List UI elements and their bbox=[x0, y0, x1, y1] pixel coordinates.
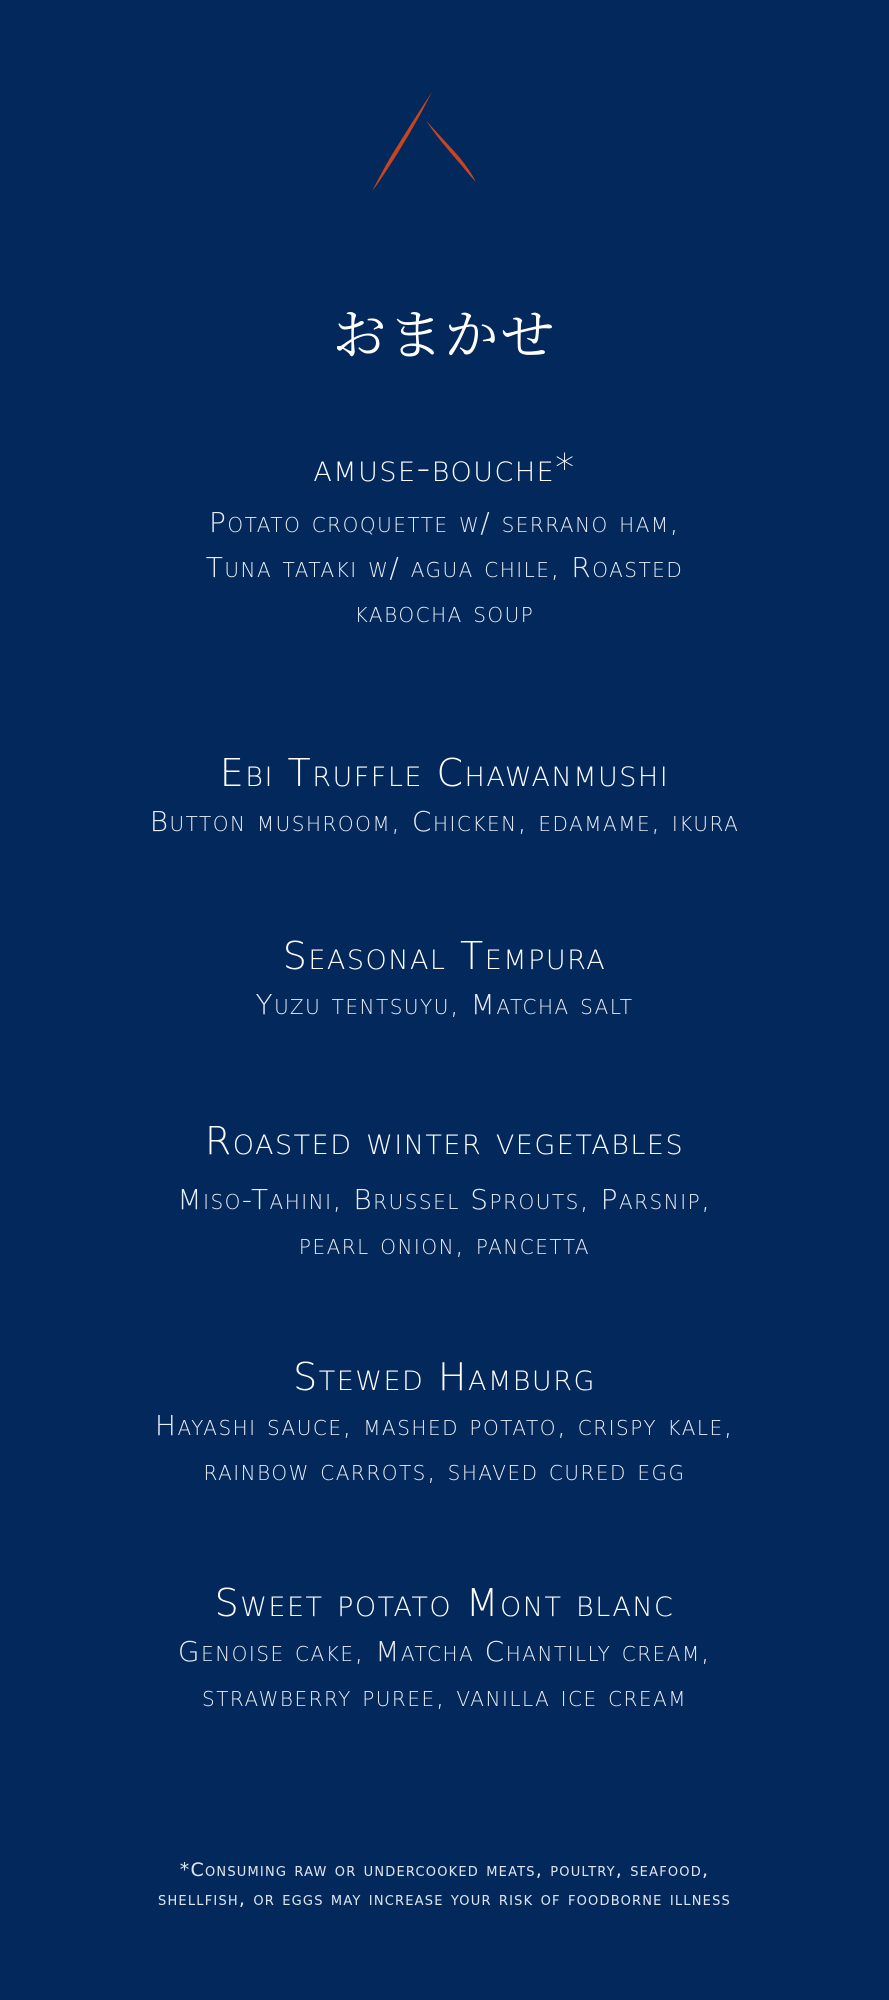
allergy-footnote bbox=[0, 1856, 889, 1914]
description-line: Genoise cake, Matcha Chantilly cream, bbox=[177, 1635, 712, 1668]
course-hamburg bbox=[0, 1353, 889, 1493]
description-line: Potato croquette w/ serrano ham, bbox=[208, 506, 681, 539]
course-amuse-bouche bbox=[0, 444, 889, 635]
footnote-line: shellfish, or eggs may increase your risk of foodborne illness bbox=[158, 1888, 731, 1910]
course-name: Seasonal Tempura bbox=[282, 934, 607, 978]
description-line: strawberry puree, vanilla ice cream bbox=[202, 1680, 687, 1713]
description-line: rainbow carrots, shaved cured egg bbox=[203, 1454, 686, 1487]
course-description bbox=[0, 799, 889, 844]
course-name: Stewed Hamburg bbox=[293, 1355, 596, 1399]
description-line: Button mushroom, Chicken, edamame, ikura bbox=[149, 805, 740, 838]
course-tempura bbox=[0, 932, 889, 1027]
description-line: Tuna tataki w/ agua chile, Roasted bbox=[205, 551, 684, 584]
course-name: Sweet potato Mont blanc bbox=[214, 1581, 675, 1625]
course-winter-vegetables bbox=[0, 1117, 889, 1267]
course-name: amuse-bouche* bbox=[313, 446, 576, 490]
footnote-line: *Consuming raw or undercooked meats, poultry, seafood, bbox=[179, 1859, 710, 1881]
course-description bbox=[0, 1629, 889, 1719]
course-description bbox=[0, 1403, 889, 1493]
description-line: Miso-Tahini, Brussel Sprouts, Parsnip, bbox=[177, 1183, 712, 1216]
course-description bbox=[0, 500, 889, 635]
course-mont-blanc bbox=[0, 1579, 889, 1719]
description-line: Yuzu tentsuyu, Matcha salt bbox=[255, 988, 634, 1021]
description-line: kabocha soup bbox=[354, 596, 535, 629]
course-name: Roasted winter vegetables bbox=[204, 1119, 685, 1163]
brush-stroke-logo-icon bbox=[370, 88, 500, 218]
description-line: Hayashi sauce, mashed potato, crispy kale, bbox=[154, 1409, 735, 1442]
course-chawanmushi bbox=[0, 749, 889, 844]
course-description bbox=[0, 982, 889, 1027]
description-line: pearl onion, pancetta bbox=[298, 1228, 591, 1261]
menu-title: おまかせ bbox=[332, 304, 557, 367]
course-description bbox=[0, 1177, 889, 1267]
course-name: Ebi Truffle Chawanmushi bbox=[219, 751, 670, 795]
